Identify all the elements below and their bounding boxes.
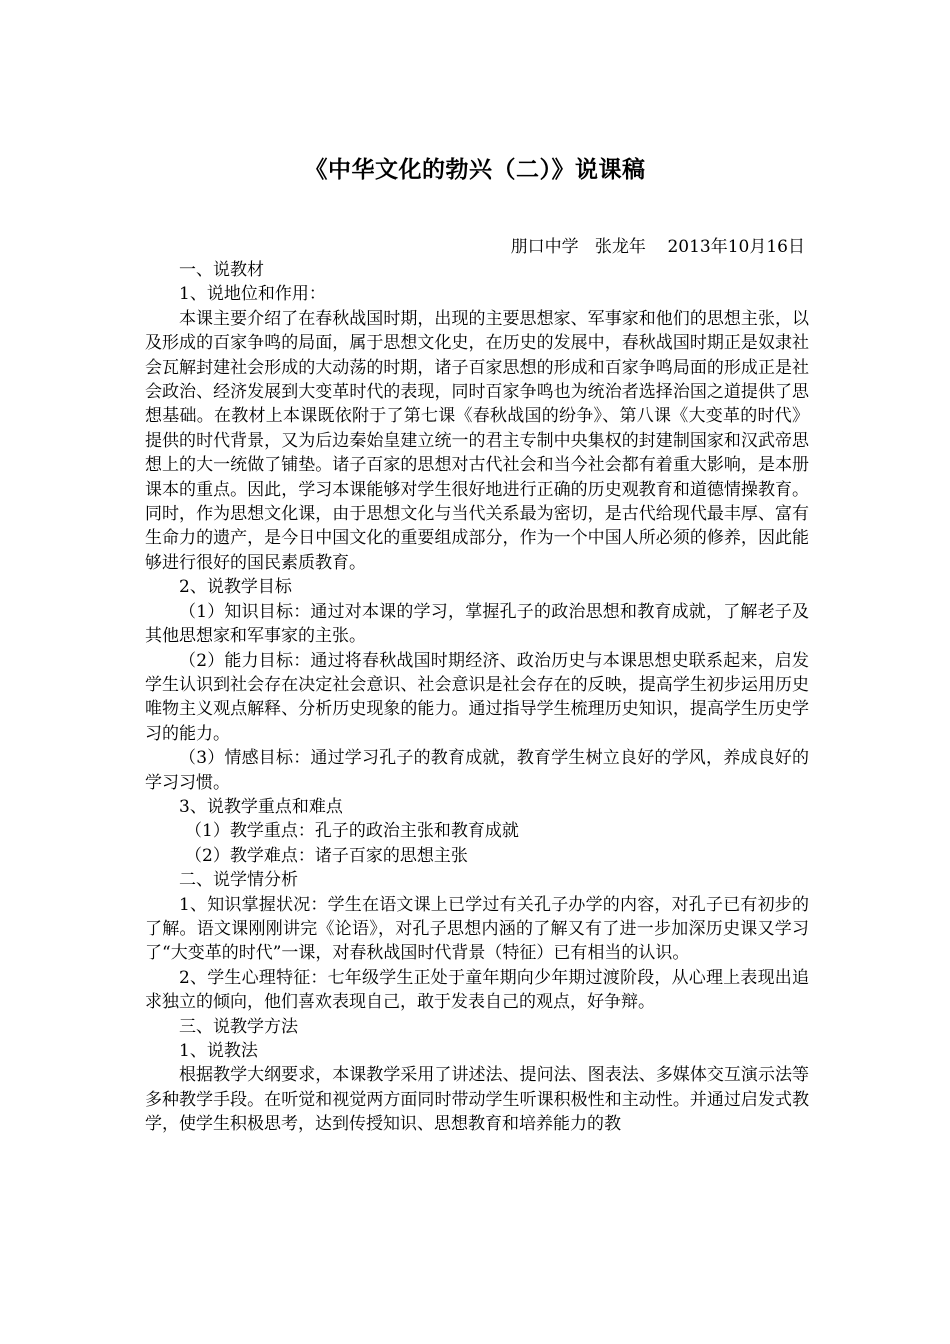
paragraph-knowledge-goal: （1）知识目标：通过对本课的学习，掌握孔子的政治思想和教育成就，了解老子及其他思想家和军事家的主张。	[145, 601, 809, 647]
paragraph-psychology: 2、学生心理特征：七年级学生正处于童年期向少年期过渡阶段，从心理上表现出追求独立的倾向，他们喜欢表现自己，敢于发表自己的观点，好争辩。	[145, 967, 809, 1013]
paragraph-difficult-point: （2）教学难点：诸子百家的思想主张	[185, 845, 468, 866]
paragraph-ability-goal: （2）能力目标：通过将春秋战国时期经济、政治历史与本课思想史联系起来，启发学生认识到社会存在决定社会意识、社会意识是社会存在的反映，提高学生初步运用历史唯物主义观点解释、分析历史现象的能力。通过指导学生梳理历史知识，提高学生历史学习的能力。	[145, 650, 809, 744]
subheading-position-role: 1、说地位和作用：	[179, 284, 326, 305]
paragraph-key-point: （1）教学重点：孔子的政治主张和教育成就	[185, 821, 519, 842]
document-title: 《中华文化的勃兴（二）》说课稿	[304, 157, 646, 183]
section-heading-teaching-methods: 三、说教学方法	[179, 1016, 298, 1037]
paragraph-position-role: 本课主要介绍了在春秋战国时期，出现的主要思想家、军事家和他们的思想主张，以及形成的百家争鸣的局面，属于思想文化史，在历史的发展中，春秋战国时期正是奴隶社会瓦解封建社会形成的大动荡的时期，诸子百家思想的形成和百家争鸣局面的形成正是社会政治、经济发展到大变革时代的表现，同时百家争鸣也为统治者选择治国之道提供了思想基础。在教材上本课既依附于了第七课《春秋战国的纷争》、第八课《大变革的时代》提供的时代背景，又为后边秦始皇建立统一的君主专制中央集权的封建制国家和汉武帝思想上的大一统做了铺垫。诸子百家的思想对古代社会和当今社会都有着重大影响，是本册课本的重点。因此，学习本课能够对学生很好地进行正确的历史观教育和道德情操教育。同时，作为思想文化课，由于思想文化与当代关系最为密切，是古代给现代最丰厚、富有生命力的遗产，是今日中国文化的重要组成部分，作为一个中国人所必须的修养，因此能够进行很好的国民素质教育。	[145, 308, 809, 573]
document-body	[145, 258, 809, 1137]
author-date-line: 朋口中学 张龙年 2013年10月16日	[510, 237, 805, 257]
paragraph-emotion-goal: （3）情感目标：通过学习孔子的教育成就，教育学生树立良好的学风，养成良好的学习习惯。	[145, 748, 809, 793]
subheading-teaching-goals: 2、说教学目标	[179, 577, 292, 598]
section-heading-textbook: 一、说教材	[179, 260, 264, 280]
section-heading-student-analysis: 二、说学情分析	[179, 870, 298, 891]
paragraph-knowledge-status: 1、知识掌握状况：学生在语文课上已学过有关孔子办学的内容，对孔子已有初步的了解。语文课刚刚讲完《论语》，对孔子思想内涵的了解又有了进一步加深历史课又学习了“大变革的时代”一课，对春秋战国时代背景（特征）已有相当的认识。	[145, 894, 809, 964]
subheading-key-difficult-points: 3、说教学重点和难点	[179, 796, 343, 817]
subheading-teaching-method: 1、说教法	[179, 1041, 258, 1061]
paragraph-teaching-method: 根据教学大纲要求，本课教学采用了讲述法、提问法、图表法、多媒体交互演示法等多种教学手段。在听觉和视觉两方面同时带动学生听课积极性和主动性。并通过启发式教学，使学生积极思考，达到传授知识、思想教育和培养能力的教	[145, 1065, 809, 1135]
